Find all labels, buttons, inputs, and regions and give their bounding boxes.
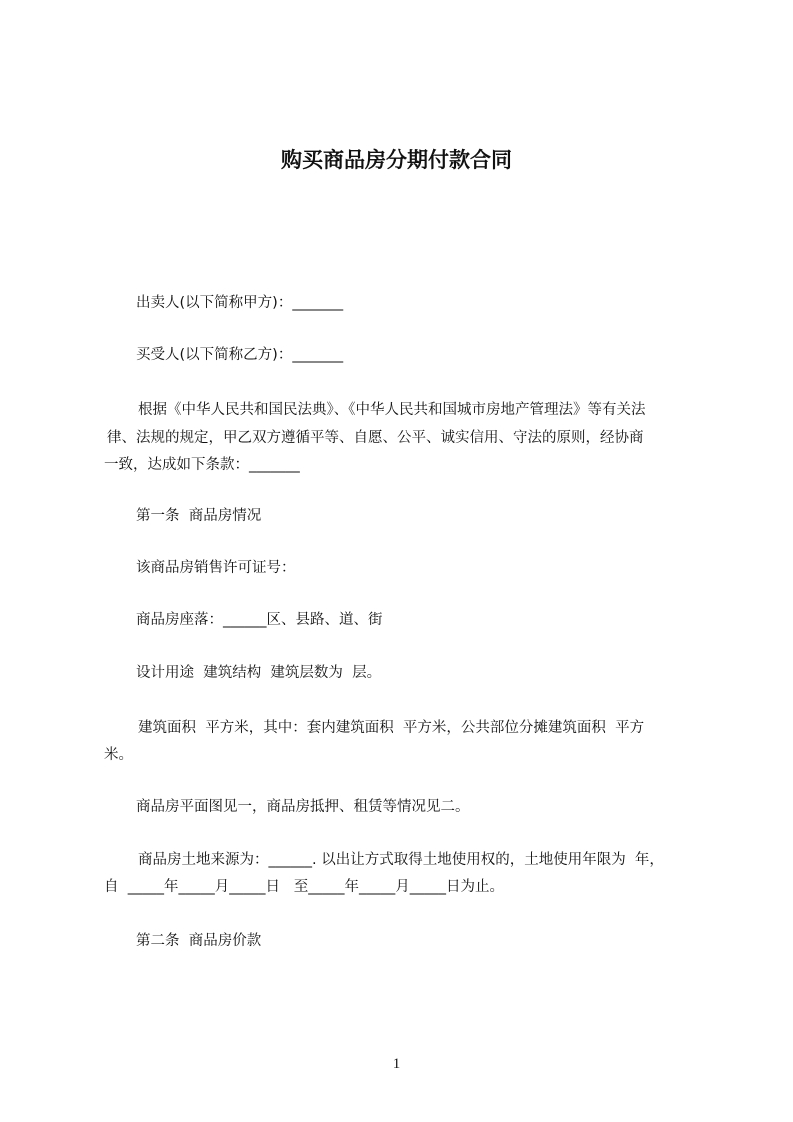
- area-line-2: 米。: [104, 747, 133, 763]
- license-line: 该商品房销售许可证号：: [136, 560, 296, 576]
- buyer-line: 买受人(以下简称乙方)：_______: [136, 347, 344, 363]
- preamble-line-3: 一致，达成如下条款：_______: [104, 457, 300, 473]
- page-number: 1: [392, 1056, 401, 1072]
- preamble-line-2: 律、法规的规定，甲乙双方遵循平等、自愿、公平、诚实信用、守法的原则，经协商: [107, 430, 644, 446]
- preamble-line-1: 根据《中华人民共和国民法典》、《中华人民共和国城市房地产管理法》等有关法: [138, 402, 646, 418]
- land-line-1: 商品房土地来源为：______. 以出让方式取得土地使用权的，土地使用年限为 年，: [138, 852, 664, 868]
- article-2-heading: 第二条 商品房价款: [136, 933, 262, 949]
- location-line: 商品房座落：______区、县路、道、街: [136, 612, 383, 628]
- land-line-2: 自 _____年_____月_____日 至_____年_____月_____日为止。: [104, 879, 505, 895]
- document-title: 购买商品房分期付款合同: [281, 148, 512, 172]
- seller-line: 出卖人(以下简称甲方)：_______: [136, 295, 344, 311]
- design-line: 设计用途 建筑结构 建筑层数为 层。: [136, 665, 382, 681]
- floorplan-line: 商品房平面图见一，商品房抵押、租赁等情况见二。: [136, 799, 470, 815]
- area-line-1: 建筑面积 平方米，其中：套内建筑面积 平方米，公共部位分摊建筑面积 平方: [138, 720, 645, 736]
- article-1-heading: 第一条 商品房情况: [136, 508, 262, 524]
